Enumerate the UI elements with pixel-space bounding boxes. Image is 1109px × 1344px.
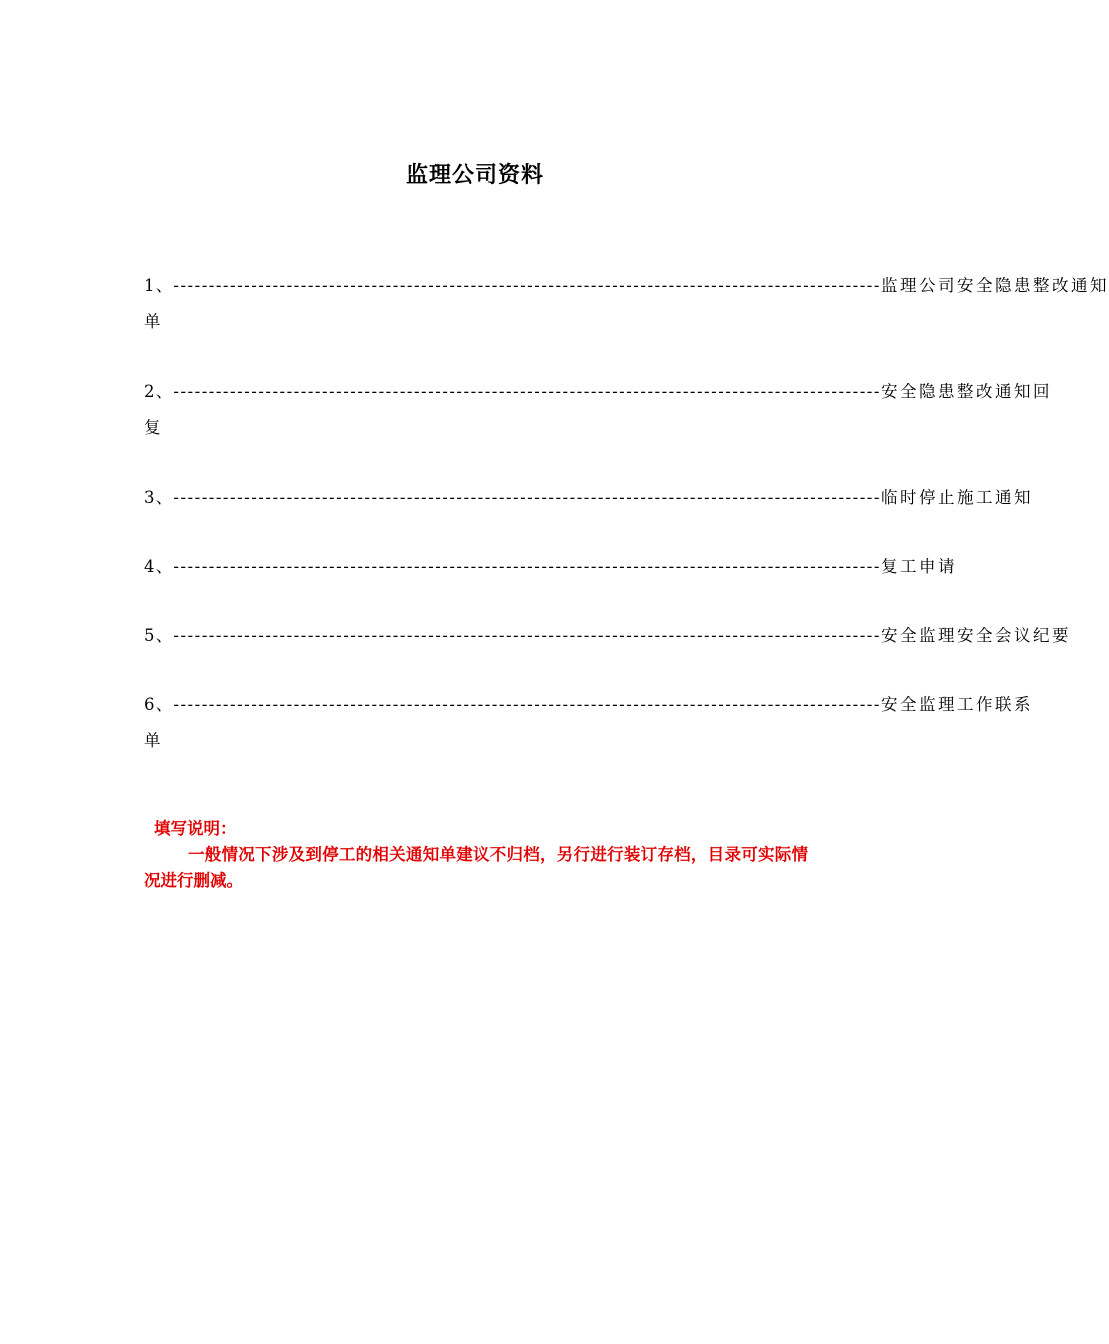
toc-entry-number: 3、 <box>144 488 174 507</box>
toc-entry-label-continued: 单 <box>144 312 163 331</box>
toc-entry-number: 5、 <box>144 626 174 645</box>
instructions-heading: 填写说明： <box>154 819 237 838</box>
toc-leader: ---------------------------------------------------------------------------------------------------- <box>173 382 881 401</box>
toc-entry-label: 安全监理工作联系 <box>880 695 1033 714</box>
instructions-body: 一般情况下涉及到停工的相关通知单建议不归档，另行进行装订存档，目录可实际情况进行删减。 <box>144 845 808 890</box>
toc-entry-label: 临时停止施工通知 <box>880 488 1033 507</box>
toc-entry-label: 安全隐患整改通知回 <box>880 382 1052 401</box>
toc-entry-label-continued: 单 <box>144 731 163 750</box>
toc-entry-number: 4、 <box>144 557 174 576</box>
toc-leader: ---------------------------------------------------------------------------------------------------- <box>173 488 881 507</box>
toc-entry-4 <box>144 549 957 585</box>
toc-leader: ---------------------------------------------------------------------------------------------------- <box>173 557 881 576</box>
toc-entry-label-continued: 复 <box>144 418 163 437</box>
toc-entry-number: 2、 <box>144 382 174 401</box>
filling-instructions <box>144 816 808 894</box>
toc-leader: ---------------------------------------------------------------------------------------------------- <box>173 695 881 714</box>
page-title: 监理公司资料 <box>405 163 544 188</box>
toc-entry-1 <box>144 268 1109 340</box>
toc-entry-number: 6、 <box>144 695 174 714</box>
toc-leader: ---------------------------------------------------------------------------------------------------- <box>173 626 881 645</box>
toc-entry-2 <box>144 374 1052 446</box>
toc-entry-label: 安全监理安全会议纪要 <box>880 626 1071 645</box>
toc-entry-5 <box>144 618 1071 654</box>
toc-entry-3 <box>144 480 1033 516</box>
toc-entry-label: 复工申请 <box>880 557 957 576</box>
toc-entry-label: 监理公司安全隐患整改通知 <box>880 276 1109 295</box>
toc-leader: ---------------------------------------------------------------------------------------------------- <box>173 276 881 295</box>
toc-entry-number: 1、 <box>144 276 174 295</box>
toc-entry-6 <box>144 687 1033 759</box>
